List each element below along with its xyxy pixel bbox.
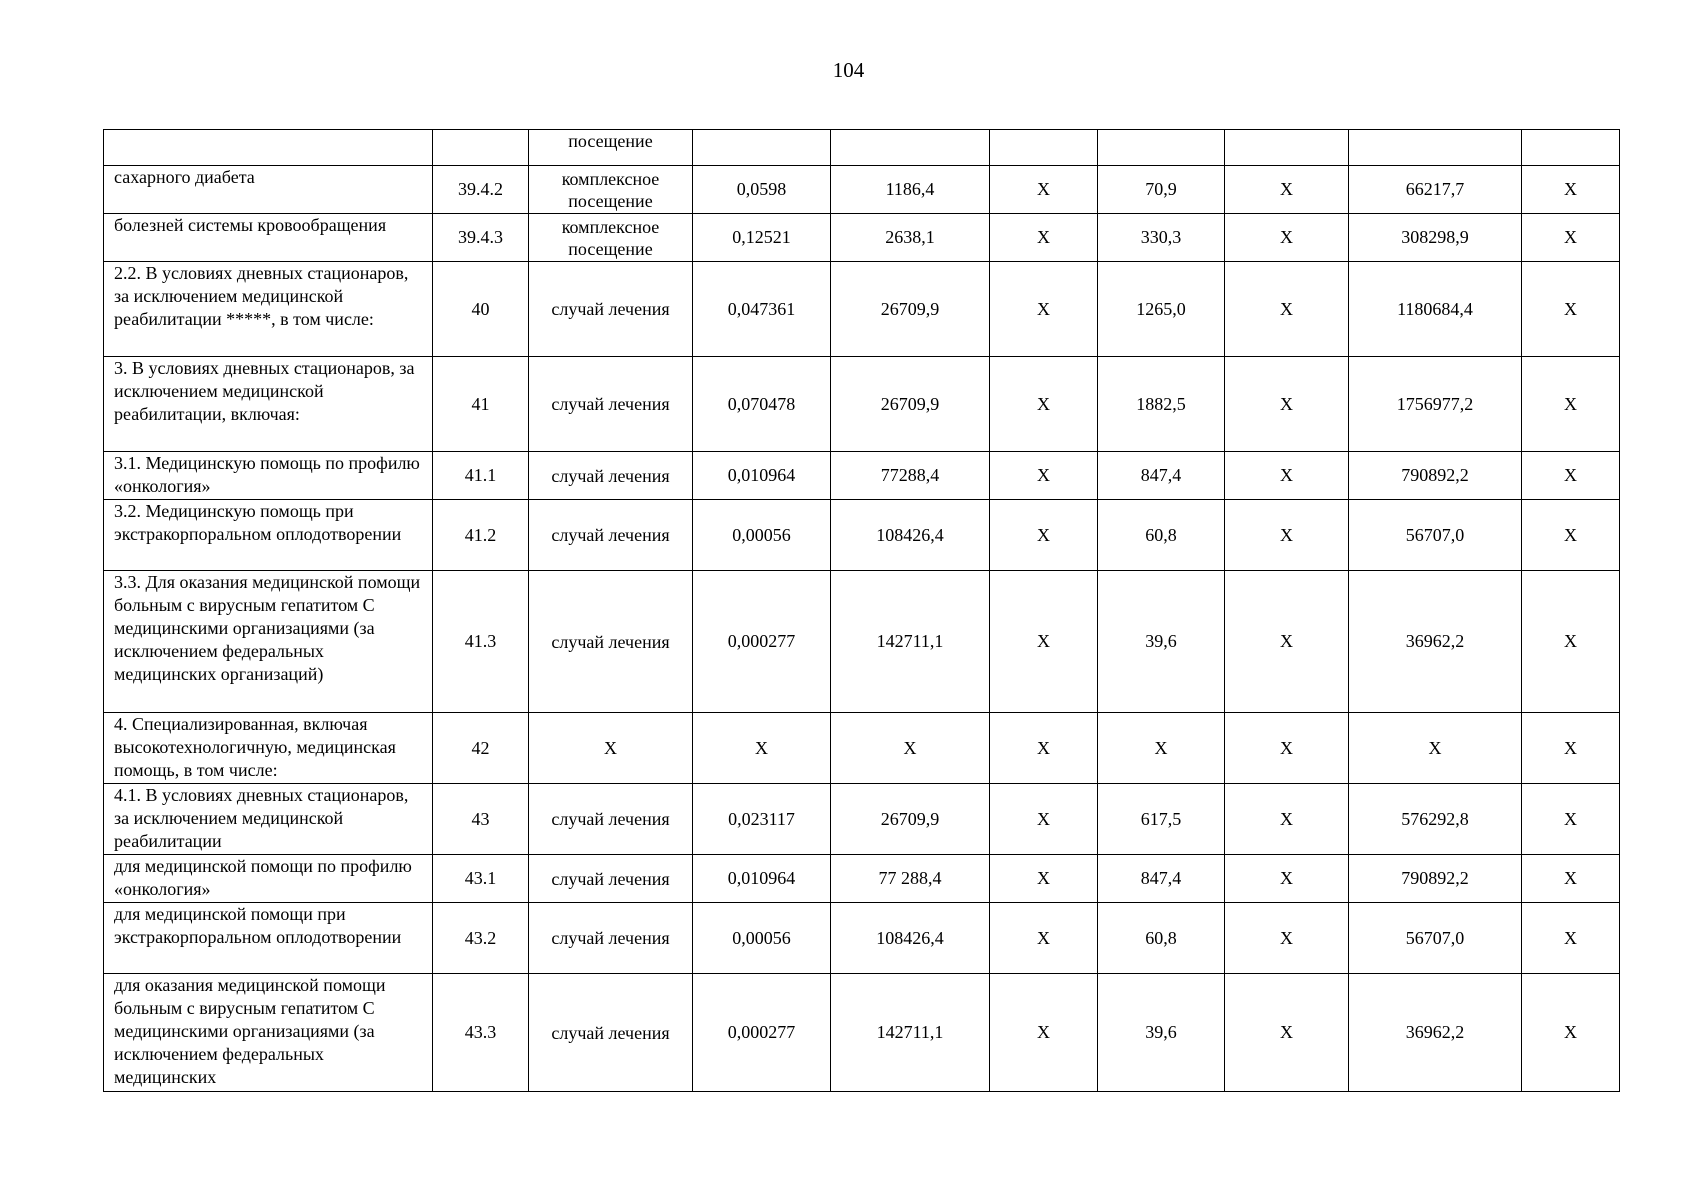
cell-c7: 1265,0 (1098, 262, 1225, 357)
cell-c7: 1882,5 (1098, 357, 1225, 452)
table-row (104, 130, 1620, 166)
cell-name: 4.1. В условиях дневных стационаров, за исключением медицинской реабилитации (104, 784, 433, 855)
cell-c6: Х (990, 214, 1098, 262)
cell-c4: 0,00056 (693, 903, 831, 974)
cell-unit: посещение (529, 130, 693, 166)
cell-c7 (1098, 130, 1225, 166)
cell-c5: 77 288,4 (831, 855, 990, 903)
cell-c5: 108426,4 (831, 903, 990, 974)
cell-c10: Х (1522, 571, 1620, 713)
cell-c9: 56707,0 (1349, 903, 1522, 974)
cell-unit: комплексное посещение (529, 214, 693, 262)
cell-c10: Х (1522, 166, 1620, 214)
cell-c9: 66217,7 (1349, 166, 1522, 214)
cell-unit: случай лечения (529, 784, 693, 855)
cell-c6: Х (990, 452, 1098, 500)
cell-c6: Х (990, 357, 1098, 452)
cell-c4: 0,023117 (693, 784, 831, 855)
cell-name: для оказания медицинской помощи больным с вирусным гепатитом С медицинскими организациями (за исключением федеральных медицинских (104, 974, 433, 1092)
cell-c4: Х (693, 713, 831, 784)
cell-c7: 39,6 (1098, 571, 1225, 713)
table-row (104, 500, 1620, 571)
cell-c6: Х (990, 500, 1098, 571)
cell-c7: 60,8 (1098, 500, 1225, 571)
cell-name: 2.2. В условиях дневных стационаров, за исключением медицинской реабилитации *****, в том числе: (104, 262, 433, 357)
cell-c10: Х (1522, 500, 1620, 571)
cell-c9: 576292,8 (1349, 784, 1522, 855)
cell-c10: Х (1522, 974, 1620, 1092)
cell-c6: Х (990, 166, 1098, 214)
cell-name: для медицинской помощи при экстракорпоральном оплодотворении (104, 903, 433, 974)
cell-unit: случай лечения (529, 500, 693, 571)
cell-name: 3.1. Медицинскую помощь по профилю «онкология» (104, 452, 433, 500)
cell-c9: 36962,2 (1349, 974, 1522, 1092)
cell-c9: 790892,2 (1349, 855, 1522, 903)
cell-c10: Х (1522, 452, 1620, 500)
cell-c10: Х (1522, 855, 1620, 903)
cell-c10: Х (1522, 357, 1620, 452)
cell-c10: Х (1522, 713, 1620, 784)
cell-c10: Х (1522, 214, 1620, 262)
cell-name: 3.2. Медицинскую помощь при экстракорпоральном оплодотворении (104, 500, 433, 571)
cell-c6: Х (990, 855, 1098, 903)
cell-c10 (1522, 130, 1620, 166)
cell-c8: Х (1225, 166, 1349, 214)
cell-c7: 847,4 (1098, 855, 1225, 903)
cell-name (104, 130, 433, 166)
cell-c9: 56707,0 (1349, 500, 1522, 571)
cell-c5: Х (831, 713, 990, 784)
cell-code: 41 (433, 357, 529, 452)
cell-c4: 0,010964 (693, 452, 831, 500)
cell-c6: Х (990, 784, 1098, 855)
cell-code: 42 (433, 713, 529, 784)
cell-c10: Х (1522, 262, 1620, 357)
cell-c7: 330,3 (1098, 214, 1225, 262)
cell-c4: 0,12521 (693, 214, 831, 262)
cell-c4: 0,000277 (693, 974, 831, 1092)
table-row (104, 262, 1620, 357)
cell-c6: Х (990, 974, 1098, 1092)
cell-c6: Х (990, 571, 1098, 713)
cell-c9: 1756977,2 (1349, 357, 1522, 452)
table-row (104, 166, 1620, 214)
cell-c4: 0,047361 (693, 262, 831, 357)
cell-c6: Х (990, 903, 1098, 974)
cell-unit: случай лечения (529, 452, 693, 500)
table-row (104, 452, 1620, 500)
cell-c6: Х (990, 713, 1098, 784)
cell-c9: 1180684,4 (1349, 262, 1522, 357)
cell-c5: 26709,9 (831, 784, 990, 855)
cell-c9: 308298,9 (1349, 214, 1522, 262)
cell-c8 (1225, 130, 1349, 166)
cell-c5: 2638,1 (831, 214, 990, 262)
cell-code: 39.4.3 (433, 214, 529, 262)
cell-c4 (693, 130, 831, 166)
table-row (104, 571, 1620, 713)
table-row (104, 214, 1620, 262)
cell-c8: Х (1225, 571, 1349, 713)
cell-code: 39.4.2 (433, 166, 529, 214)
cell-name: для медицинской помощи по профилю «онкология» (104, 855, 433, 903)
table-row (104, 855, 1620, 903)
cell-c7: 617,5 (1098, 784, 1225, 855)
cell-c10: Х (1522, 903, 1620, 974)
cell-c9: 790892,2 (1349, 452, 1522, 500)
cell-c4: 0,010964 (693, 855, 831, 903)
cell-unit: случай лечения (529, 262, 693, 357)
cell-c10: Х (1522, 784, 1620, 855)
cell-c5: 142711,1 (831, 571, 990, 713)
cell-code: 41.3 (433, 571, 529, 713)
cell-c7: 847,4 (1098, 452, 1225, 500)
cell-c5: 108426,4 (831, 500, 990, 571)
cell-c4: 0,00056 (693, 500, 831, 571)
cell-c6 (990, 130, 1098, 166)
cell-c9 (1349, 130, 1522, 166)
cell-c5: 77288,4 (831, 452, 990, 500)
cell-c7: 60,8 (1098, 903, 1225, 974)
cell-unit: случай лечения (529, 855, 693, 903)
cell-c7: 39,6 (1098, 974, 1225, 1092)
table-row (104, 713, 1620, 784)
cell-code: 40 (433, 262, 529, 357)
cell-code: 43.1 (433, 855, 529, 903)
table-row (104, 784, 1620, 855)
table-row (104, 357, 1620, 452)
data-table (103, 129, 1620, 1092)
cell-c8: Х (1225, 713, 1349, 784)
cell-c8: Х (1225, 500, 1349, 571)
page-number: 104 (832, 58, 865, 82)
cell-code: 43.2 (433, 903, 529, 974)
cell-code: 43 (433, 784, 529, 855)
table-row (104, 974, 1620, 1092)
cell-c5: 26709,9 (831, 262, 990, 357)
cell-code: 41.2 (433, 500, 529, 571)
cell-unit: случай лечения (529, 974, 693, 1092)
cell-c5: 26709,9 (831, 357, 990, 452)
table-row (104, 903, 1620, 974)
cell-c7: Х (1098, 713, 1225, 784)
cell-c8: Х (1225, 452, 1349, 500)
cell-c8: Х (1225, 784, 1349, 855)
cell-name: 4. Специализированная, включая высокотехнологичную, медицинская помощь, в том числе: (104, 713, 433, 784)
cell-c8: Х (1225, 214, 1349, 262)
cell-c7: 70,9 (1098, 166, 1225, 214)
cell-c5 (831, 130, 990, 166)
cell-c9: 36962,2 (1349, 571, 1522, 713)
cell-code: 43.3 (433, 974, 529, 1092)
cell-c8: Х (1225, 262, 1349, 357)
cell-c4: 0,0598 (693, 166, 831, 214)
cell-c4: 0,070478 (693, 357, 831, 452)
cell-c8: Х (1225, 855, 1349, 903)
cell-unit: случай лечения (529, 903, 693, 974)
cell-c6: Х (990, 262, 1098, 357)
cell-name: 3.3. Для оказания медицинской помощи больным с вирусным гепатитом С медицинскими организациями (за исключением федеральных медицинских организаций) (104, 571, 433, 713)
cell-name: болезней системы кровообращения (104, 214, 433, 262)
cell-c5: 142711,1 (831, 974, 990, 1092)
cell-code (433, 130, 529, 166)
cell-c8: Х (1225, 974, 1349, 1092)
cell-c8: Х (1225, 357, 1349, 452)
cell-c8: Х (1225, 903, 1349, 974)
cell-unit: комплексное посещение (529, 166, 693, 214)
cell-c9: Х (1349, 713, 1522, 784)
cell-unit: Х (529, 713, 693, 784)
cell-unit: случай лечения (529, 571, 693, 713)
cell-name: 3. В условиях дневных стационаров, за исключением медицинской реабилитации, включая: (104, 357, 433, 452)
cell-c5: 1186,4 (831, 166, 990, 214)
cell-c4: 0,000277 (693, 571, 831, 713)
cell-name: сахарного диабета (104, 166, 433, 214)
cell-code: 41.1 (433, 452, 529, 500)
cell-unit: случай лечения (529, 357, 693, 452)
